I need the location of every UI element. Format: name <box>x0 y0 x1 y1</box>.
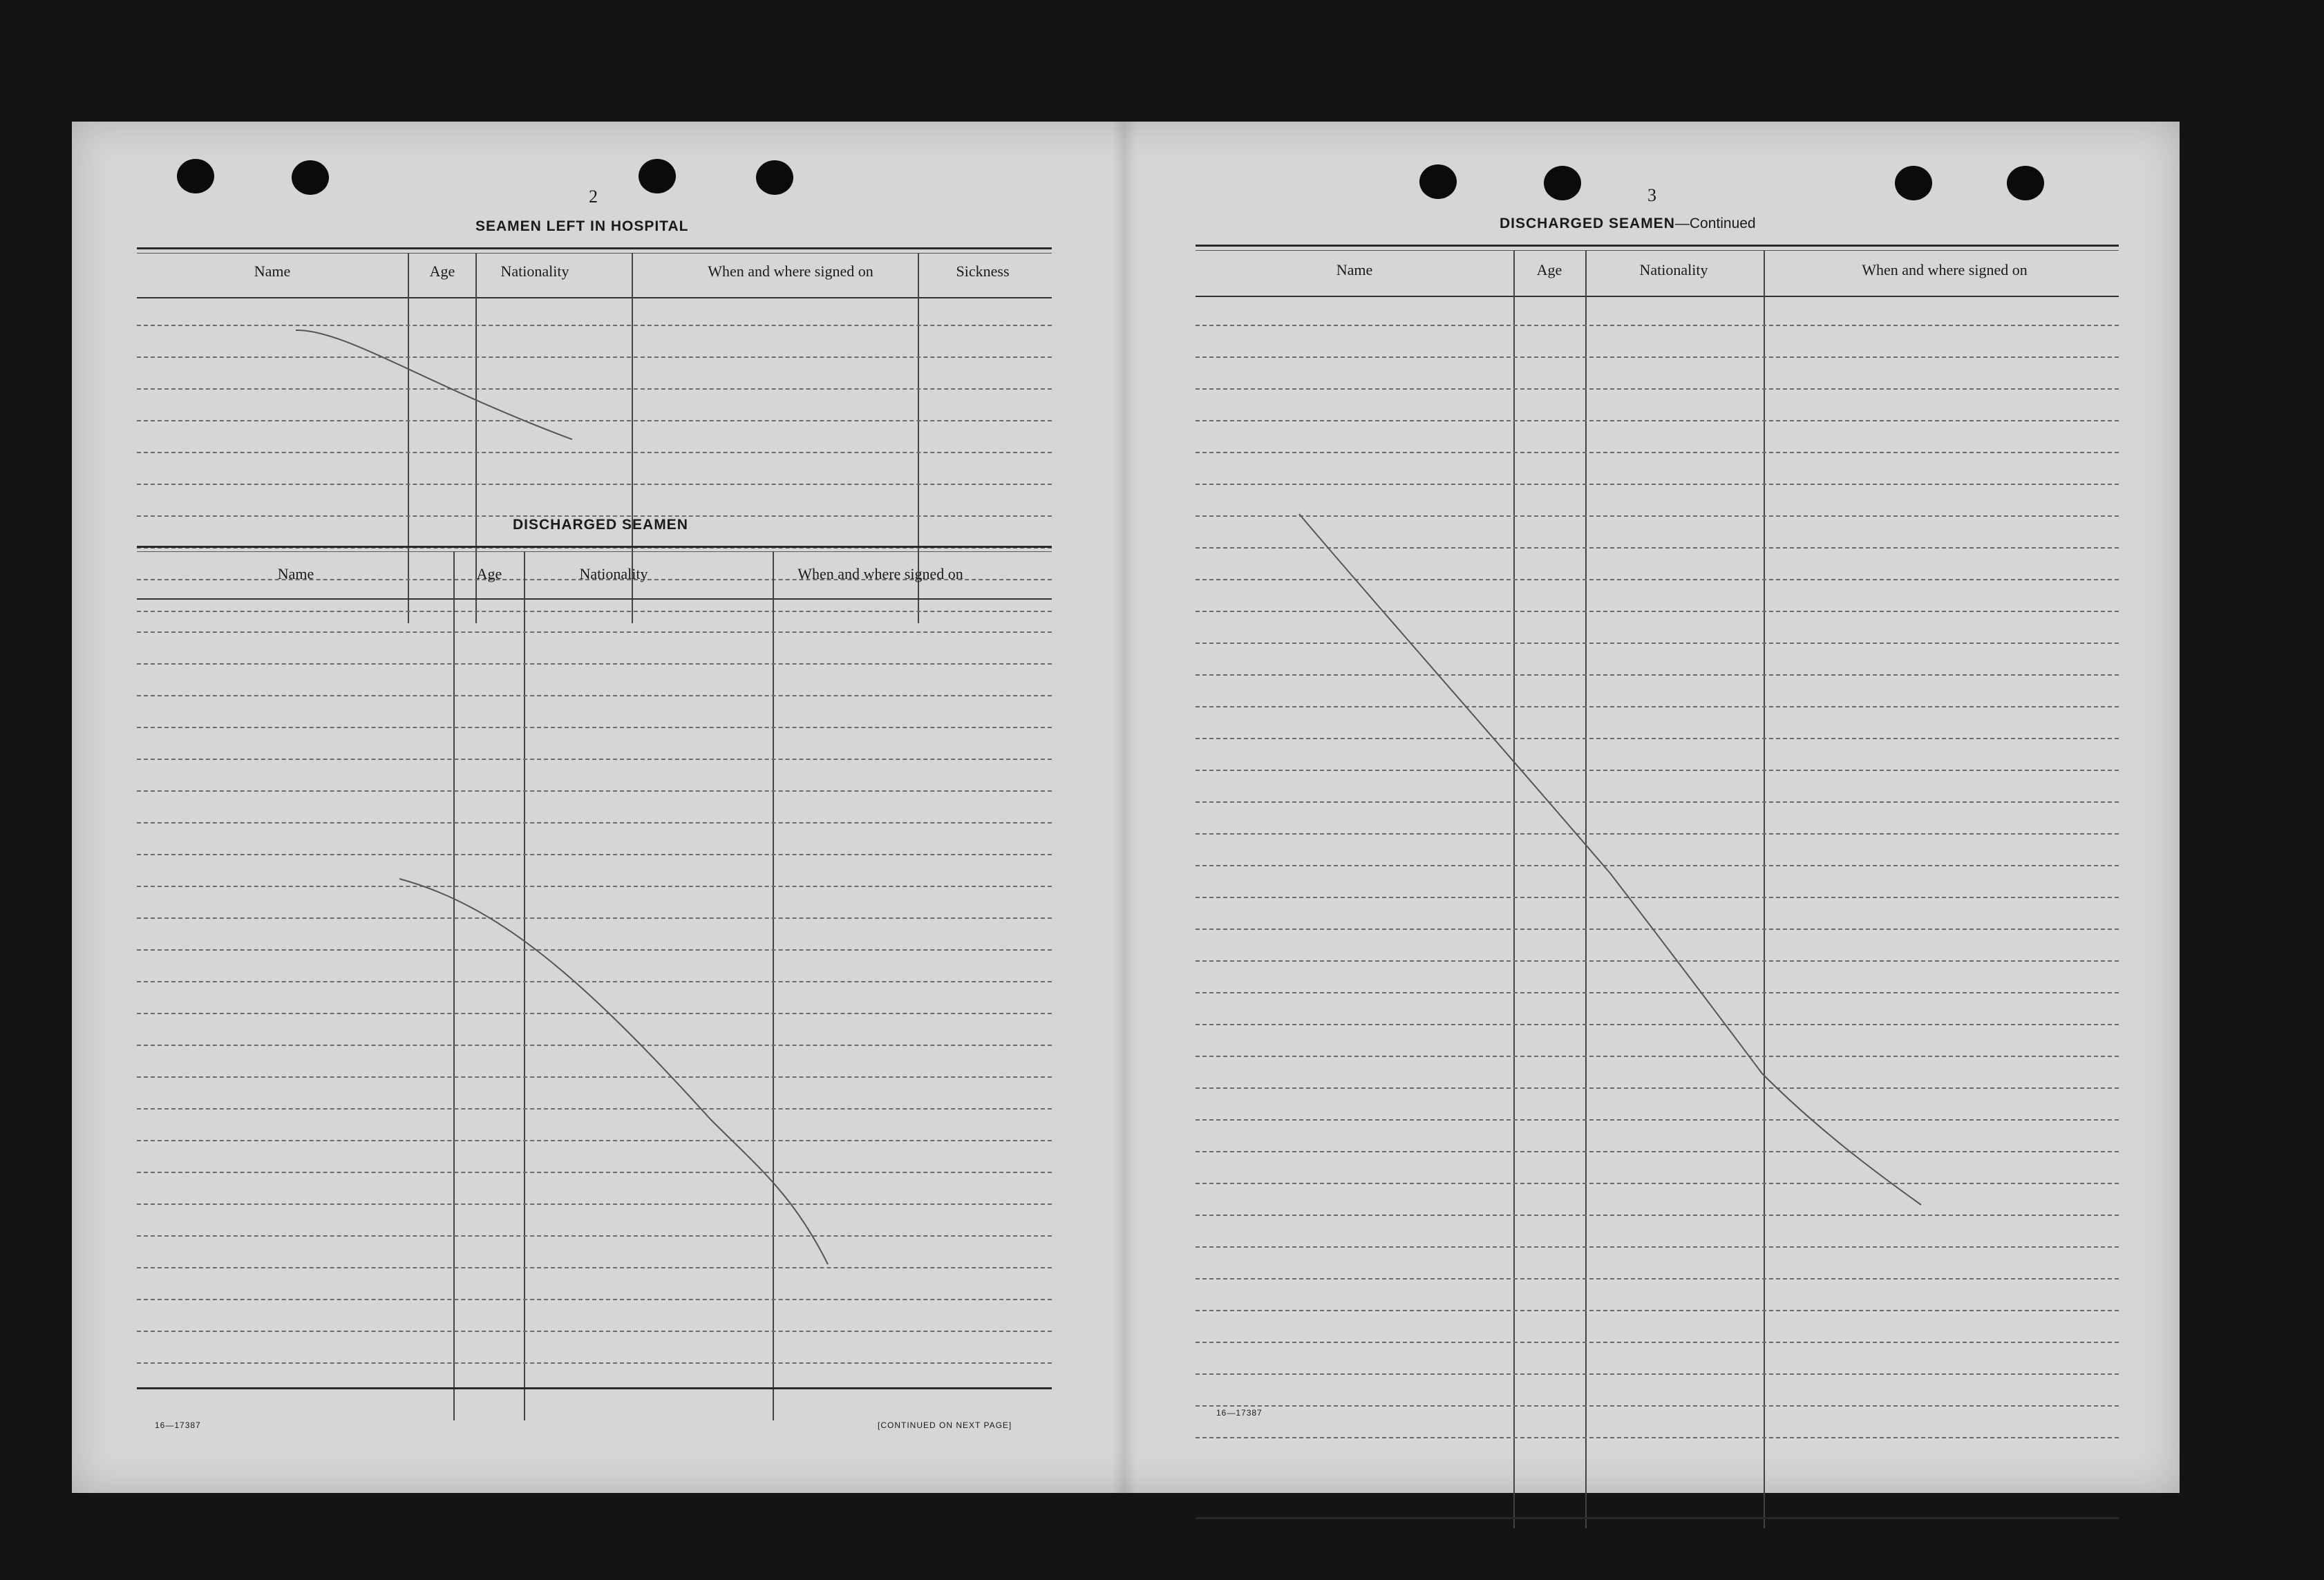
form-number: 16—17387 <box>155 1420 201 1430</box>
column-header-nationality: Nationality <box>579 565 648 582</box>
punch-hole <box>2007 166 2044 200</box>
section-title-suffix: —Continued <box>1674 216 1756 231</box>
punch-hole <box>1895 166 1932 200</box>
column-header-nationality: Nationality <box>500 263 569 280</box>
form-number: 16—17387 <box>1216 1408 1263 1418</box>
discharged-table-left <box>137 546 1052 1420</box>
punch-hole <box>756 160 793 195</box>
continued-note: [CONTINUED ON NEXT PAGE] <box>878 1420 1012 1430</box>
column-header-age: Age <box>429 263 455 280</box>
discharged-section-title: DISCHARGED SEAMEN <box>513 517 688 533</box>
column-header-signed-on: When and where signed on <box>708 263 873 280</box>
cancel-strike-line <box>1196 245 2119 1524</box>
punch-hole <box>1544 166 1581 200</box>
page-number: 3 <box>1647 185 1656 205</box>
discharged-table-right <box>1196 245 2119 1524</box>
column-header-age: Age <box>476 565 502 582</box>
punch-hole <box>292 160 329 195</box>
hospital-section-title: SEAMEN LEFT IN HOSPITAL <box>475 218 689 234</box>
column-header-signed-on: When and where signed on <box>797 565 963 582</box>
column-header-name: Name <box>254 263 291 280</box>
column-header-nationality: Nationality <box>1639 261 1708 278</box>
page-gutter <box>1112 122 1137 1493</box>
section-title-text: DISCHARGED SEAMEN <box>1500 216 1675 231</box>
column-header-name: Name <box>277 565 314 582</box>
column-header-name: Name <box>1336 261 1373 278</box>
column-header-sickness: Sickness <box>956 263 1010 280</box>
column-header-signed-on: When and where signed on <box>1862 261 2028 278</box>
punch-hole <box>639 159 676 193</box>
page-number: 2 <box>589 187 598 207</box>
document-sheet <box>72 122 2180 1493</box>
column-header-age: Age <box>1536 261 1562 278</box>
punch-hole <box>177 159 214 193</box>
cancel-strike-line <box>137 546 1052 1420</box>
punch-hole <box>1419 164 1457 199</box>
discharged-continued-title <box>1500 216 1756 232</box>
